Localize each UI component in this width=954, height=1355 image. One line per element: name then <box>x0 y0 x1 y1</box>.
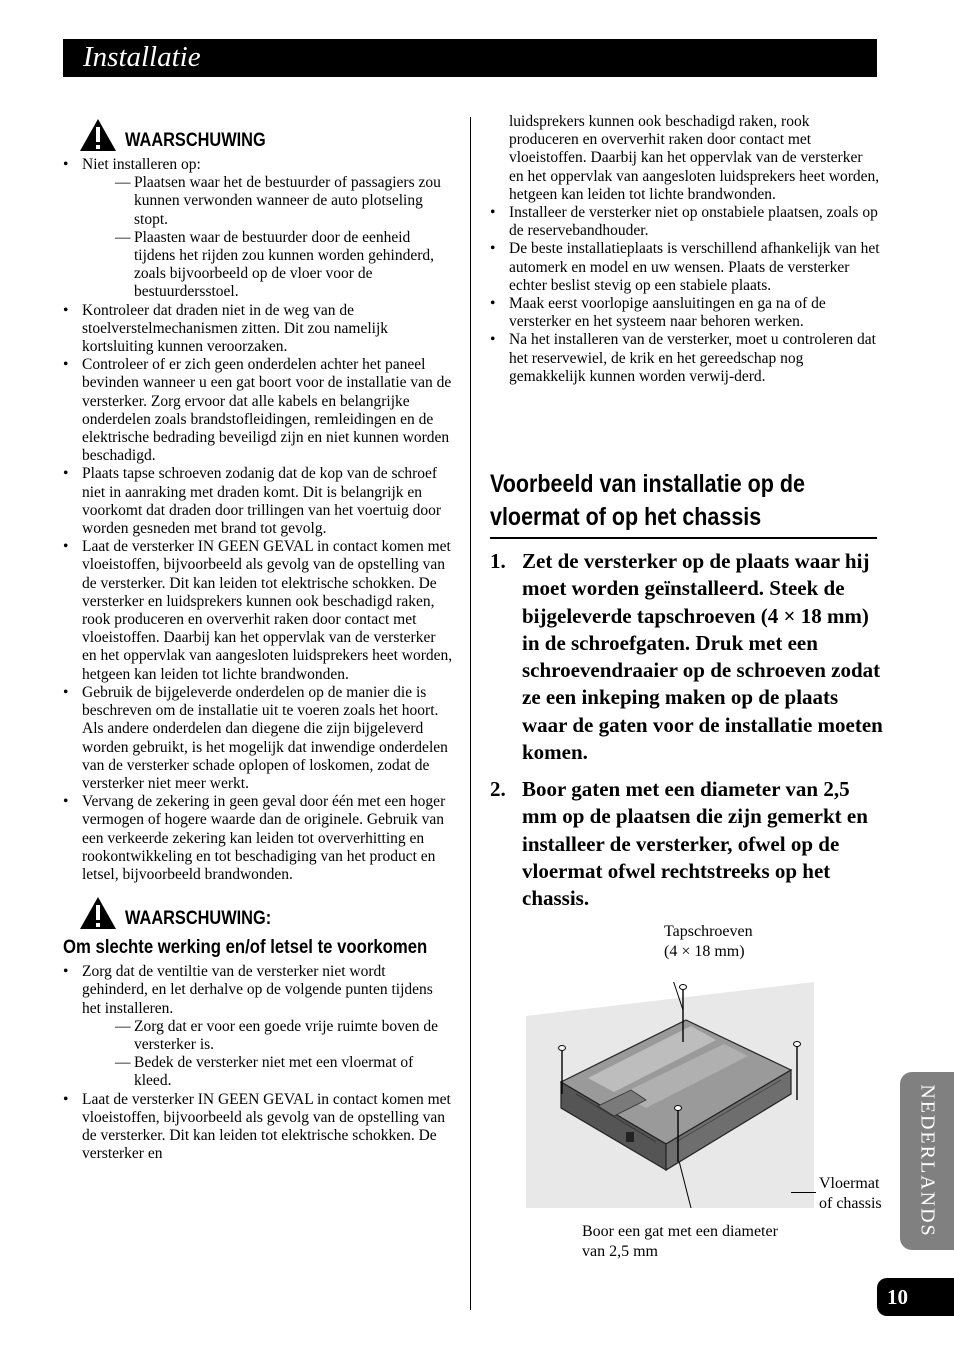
warning-list <box>63 156 453 884</box>
right-list <box>490 204 880 386</box>
floor-caption: Vloermat of chassis <box>819 1175 882 1212</box>
sub-item: — Zorg dat er voor een goede vrije ruimte boven de versterker is. <box>82 1018 453 1054</box>
continued-text: luidsprekers kunnen ook beschadigd raken, rook produceren en oververhit raken door contact met vloeistoffen. Daarbij kan het oppervlak van de versterker en het oppervlak van aangesloten luidsprekers heet worden, hetgeen kan leiden tot lichte brandwonden. <box>509 113 880 203</box>
warning-icon <box>79 896 117 930</box>
list-item: • Laat de versterker IN GEEN GEVAL in contact komen met vloeistoffen, bijvoorbeeld als gevolg van de opstelling van de versterker. Dit kan leiden tot elektrische schokken. De versterker en luidsprekers kunnen ook beschadigd raken, rook produceren en oververhit raken door contact met vloeistoffen. Daarbij kan het oppervlak van de versterker en het oppervlak van aangesloten luidsprekers heet worden, hetgeen kan leiden tot lichte brandwonden. <box>63 538 453 684</box>
floor-leader-line <box>791 1192 816 1193</box>
language-tab <box>900 1072 954 1250</box>
sub-item: — Plaasten waar de bestuurder door de eenheid tijdens het rijden zou kunnen worden gehinderd, zoals bijvoorbeeld op de vloer voor de bestuurdersstoel. <box>82 229 453 302</box>
section-heading: Voorbeeld van installatie op de vloermat of op het chassis <box>490 468 877 539</box>
list-item: • Maak eerst voorlopige aansluitingen en ga na of de versterker en het systeem naar behoren werken. <box>490 295 880 331</box>
warning-heading-2 <box>63 896 453 930</box>
list-item: • Na het installeren van de versterker, moet u controleren dat het reservewiel, de krik en het gereedschap nog gemakkelijk kunnen worden verwij-derd. <box>490 331 880 386</box>
right-column <box>490 113 880 386</box>
warning-label: WAARSCHUWING <box>125 130 266 151</box>
page-title: Installatie <box>83 41 201 73</box>
list-item: • Kontroleer dat draden niet in de weg van de stoelverstelmechanismen zitten. Dit zou namelijk kortsluiting kunnen veroorzaken. <box>63 302 453 357</box>
step-2 <box>490 776 885 912</box>
sub-item: — Bedek de versterker niet met een vloermat of kleed. <box>82 1054 453 1090</box>
list-item: • De beste installatieplaats is verschillend afhankelijk van het automerk en model en uw wensen. Plaats de versterker echter beslist stevig op een stabiele plaats. <box>490 240 880 295</box>
warning-list-2 <box>63 963 453 1163</box>
list-item: • Zorg dat de ventiltie van de versterker niet wordt gehinderd, en let derhalve op de volgende punten tijdens het installeren. — Zorg dat er voor een goede vrije ruimte boven de versterker is. — Bedek de versterker niet met een vloermat of kleed. <box>63 963 453 1090</box>
warning-heading <box>63 118 453 152</box>
drill-caption: Boor een gat met een diameter van 2,5 mm <box>582 1223 778 1260</box>
warning-label: WAARSCHUWING: <box>125 908 272 930</box>
language-label: NEDERLANDS <box>916 1084 939 1238</box>
list-item: • Gebruik de bijgeleverde onderdelen op de manier die is beschreven om de installatie uit te voeren zoals het hoort. Als andere onderdelen dan diegene die zijn bijgeleverd worden gebruikt, is het mogelijk dat inwendige onderdelen van de versterker schade oplopen of loskomen, zodat de versterker niet meer werkt. <box>63 684 453 793</box>
page-number: 10 <box>877 1278 954 1316</box>
screws-caption: Tapschroeven (4 × 18 mm) <box>664 923 753 960</box>
step-text: Boor gaten met een diameter van 2,5 mm op de plaatsen die zijn gemerkt en installeer de versterker, ofwel op de vloermat ofwel rechtstreeks op het chassis. <box>522 777 868 911</box>
list-item: • Installeer de versterker niet op onstabiele plaatsen, zoals op de reservebandhouder. <box>490 204 880 240</box>
list-item: • Niet installeren op: — Plaatsen waar het de bestuurder of passagiers zou kunnen verwonden wanneer de auto plotseling stopt. — Plaasten waar de bestuurder door de eenheid tijdens het rijden zou kunnen worden gehinderd, zoals bijvoorbeeld op de vloer voor de bestuurdersstoel. <box>63 156 453 302</box>
list-item: • Vervang de zekering in geen geval door één met een hoger vermogen of hogere waarde dan de originele. Gebruik van een verkeerde zekering kan leiden tot oververhitting en rookontwikkeling en tot beschadiging van het product en letsel, bijvoorbeeld brandwonden. <box>63 793 453 884</box>
header-bar <box>63 39 877 77</box>
step-text: Zet de versterker op de plaats waar hij moet worden geïnstalleerd. Steek de bijgeleverde tapschroeven (4 × 18 mm) in de schroefgaten. Druk met een schroevendraaier op de schroeven zodat ze een inkeping maken op de plaats waar de gaten voor de installatie moeten komen. <box>522 549 883 765</box>
column-divider <box>470 117 471 1310</box>
step-1 <box>490 548 885 766</box>
step-number: 1. <box>490 549 506 573</box>
list-item: • Plaats tapse schroeven zodanig dat de kop van de schroef niet in aanraking met draden komt. Dit is belangrijk en voorkomt dat draden door trillingen van het voertuig door worden gesneden met brand tot gevolg. <box>63 465 453 538</box>
left-column <box>63 118 453 1163</box>
warning-subtitle: Om slechte werking en/of letsel te voorkomen <box>63 937 428 959</box>
list-item: • Controleer of er zich geen onderdelen achter het paneel bevinden wanneer u een gat boort voor de installatie van de versterker. Zorg ervoor dat alle kabels en belangrijke onderdelen zoals brandstofleidingen, remleidingen en de elektrische bedrading beveiligd zijn en niet kunnen worden beschadigd. <box>63 356 453 465</box>
installation-diagram <box>526 982 814 1208</box>
step-number: 2. <box>490 777 506 801</box>
sub-item: — Plaatsen waar het de bestuurder of passagiers zou kunnen verwonden wanneer de auto plotseling stopt. <box>82 174 453 229</box>
warning-icon <box>79 118 117 152</box>
list-item: • Laat de versterker IN GEEN GEVAL in contact komen met vloeistoffen, bijvoorbeeld als gevolg van de opstelling van de versterker. Dit kan leiden tot elektrische schokken. De versterker en <box>63 1091 453 1164</box>
